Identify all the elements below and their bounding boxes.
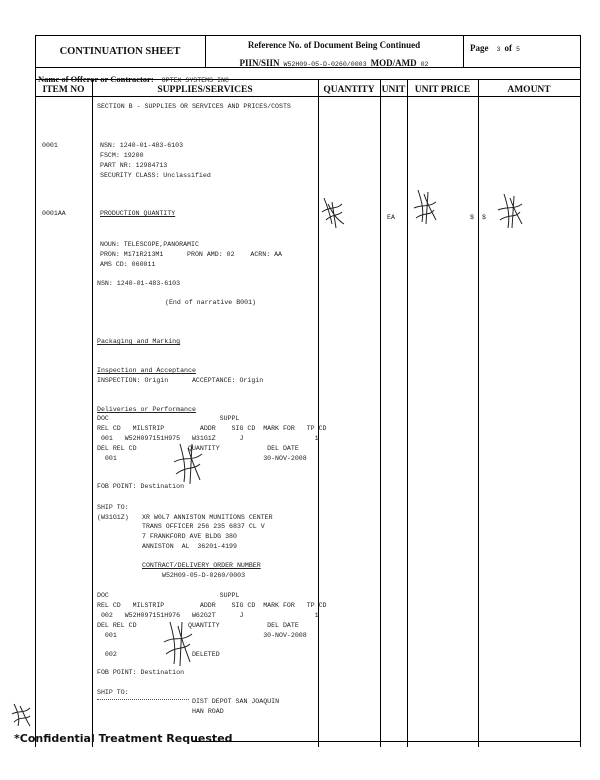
production-quantity-title: PRODUCTION QUANTITY bbox=[100, 210, 176, 217]
item-0001-security: SECURITY CLASS: Unclassified bbox=[100, 172, 211, 179]
fob-point-2: FOB POINT: Destination bbox=[97, 669, 185, 676]
col-quantity: QUANTITY bbox=[323, 85, 375, 95]
fob-point-1: FOB POINT: Destination bbox=[97, 483, 185, 490]
ams-line: AMS CD: 060011 bbox=[100, 261, 156, 268]
del2-row-3: 002 DELETED bbox=[97, 651, 220, 658]
ship-to-line-3: 7 FRANKFORD AVE BLDG 380 bbox=[142, 533, 237, 540]
ship-to-2-line-2: HAN ROAD bbox=[192, 708, 224, 715]
offeror-value: OPTEX SYSTEMS INC bbox=[161, 77, 229, 84]
offeror-label: Name of Offeror or Contractor: bbox=[38, 74, 154, 84]
end-narrative: (End of narrative B001) bbox=[165, 299, 257, 306]
deliveries-title: Deliveries or Performance bbox=[97, 406, 196, 413]
nsn-line: NSN: 1240-01-483-6103 bbox=[97, 280, 181, 287]
piin-label: PIIN/SIIN bbox=[239, 58, 280, 68]
del2-row-1: 002 W52H097151H976 W62G2T J 1 bbox=[97, 612, 319, 619]
item-no-0001: 0001 bbox=[42, 142, 58, 149]
item-0001-part: PART NR: 12984713 bbox=[100, 162, 168, 169]
item-0001-fscm: FSCM: 19200 bbox=[100, 152, 144, 159]
ship-to-label-2: SHIP TO: bbox=[97, 689, 129, 696]
col-amount: AMOUNT bbox=[507, 85, 551, 95]
col-item-no: ITEM NO bbox=[42, 85, 85, 95]
ship-to-line-4: ANNISTON AL 36201-4199 bbox=[142, 543, 237, 550]
del2-header-2: REL CD MILSTRIP ADDR SIG CD MARK FOR TP CD bbox=[97, 602, 327, 609]
mod-value: 02 bbox=[420, 61, 429, 68]
redaction-mark-quantity-2 bbox=[160, 618, 196, 668]
packaging-title: Packaging and Marking bbox=[97, 338, 181, 345]
inspection-text: INSPECTION: Origin ACCEPTANCE: Origin bbox=[97, 377, 264, 384]
del1-row-1: 001 W52H097151H975 W31G1Z J 1 bbox=[97, 435, 319, 442]
reference-title: Reference No. of Document Being Continued bbox=[247, 40, 421, 50]
del1-row-2: 001 30-NOV-2008 bbox=[97, 455, 307, 462]
redacted-mark bbox=[97, 699, 189, 702]
page-indicator: Page 3 of 5 bbox=[470, 43, 520, 53]
contract-value: W52H09-05-D-0260/0003 bbox=[162, 572, 246, 579]
pron-line: PRON: M171R213M1 PRON AMD: 02 ACRN: AA bbox=[100, 251, 283, 258]
unit-price-symbol: $ bbox=[470, 214, 474, 221]
redaction-mark-unit-price bbox=[410, 188, 440, 226]
ship-to-line-2: TRANS OFFICER 256 235 6837 CL V bbox=[142, 523, 265, 530]
sheet-title: CONTINUATION SHEET bbox=[59, 46, 181, 57]
del1-header-2: REL CD MILSTRIP ADDR SIG CD MARK FOR TP CD bbox=[97, 425, 327, 432]
unit-value: EA bbox=[387, 214, 395, 221]
ship-to-line-1: XR W0L7 ANNISTON MUNITIONS CENTER bbox=[142, 514, 273, 521]
contract-title: CONTRACT/DELIVERY ORDER NUMBER bbox=[142, 562, 261, 569]
mod-label: MOD/AMD bbox=[370, 58, 417, 68]
noun-line: NOUN: TELESCOPE,PANORAMIC bbox=[100, 241, 199, 248]
del2-header-1: DOC SUPPL bbox=[97, 592, 240, 599]
col-unit-price: UNIT PRICE bbox=[414, 85, 471, 95]
section-b-title: SECTION B - SUPPLIES OR SERVICES AND PRICES/COSTS bbox=[97, 103, 291, 110]
item-0001-nsn: NSN: 1240-01-483-6103 bbox=[100, 142, 184, 149]
piin-value: W52H09-05-D-0260/0003 bbox=[283, 61, 367, 68]
confidential-note: *Confidential Treatment Requested bbox=[14, 732, 233, 745]
redaction-mark-quantity bbox=[318, 194, 348, 230]
del2-header-3: DEL REL CD QUANTITY DEL DATE bbox=[97, 622, 299, 629]
amount-symbol: $ bbox=[482, 214, 486, 221]
del1-header-3: DEL REL CD QUANTITY DEL DATE bbox=[97, 445, 299, 452]
redaction-mark-quantity-1 bbox=[170, 440, 206, 486]
del1-header-1: DOC SUPPL bbox=[97, 415, 240, 422]
col-supplies-services: SUPPLIES/SERVICES bbox=[157, 85, 253, 95]
inspection-title: Inspection and Acceptance bbox=[97, 367, 196, 374]
initials-mark bbox=[8, 700, 36, 728]
ship-to-2-line-1: DIST DEPOT SAN JOAQUIN bbox=[192, 698, 280, 705]
ship-to-code-1: (W31G1Z) bbox=[97, 514, 129, 521]
col-unit: UNIT bbox=[381, 85, 406, 95]
ship-to-label-1: SHIP TO: bbox=[97, 504, 129, 511]
del2-row-2: 001 30-NOV-2008 bbox=[97, 632, 307, 639]
item-no-0001aa: 0001AA bbox=[42, 210, 66, 217]
redaction-mark-amount bbox=[494, 192, 526, 230]
